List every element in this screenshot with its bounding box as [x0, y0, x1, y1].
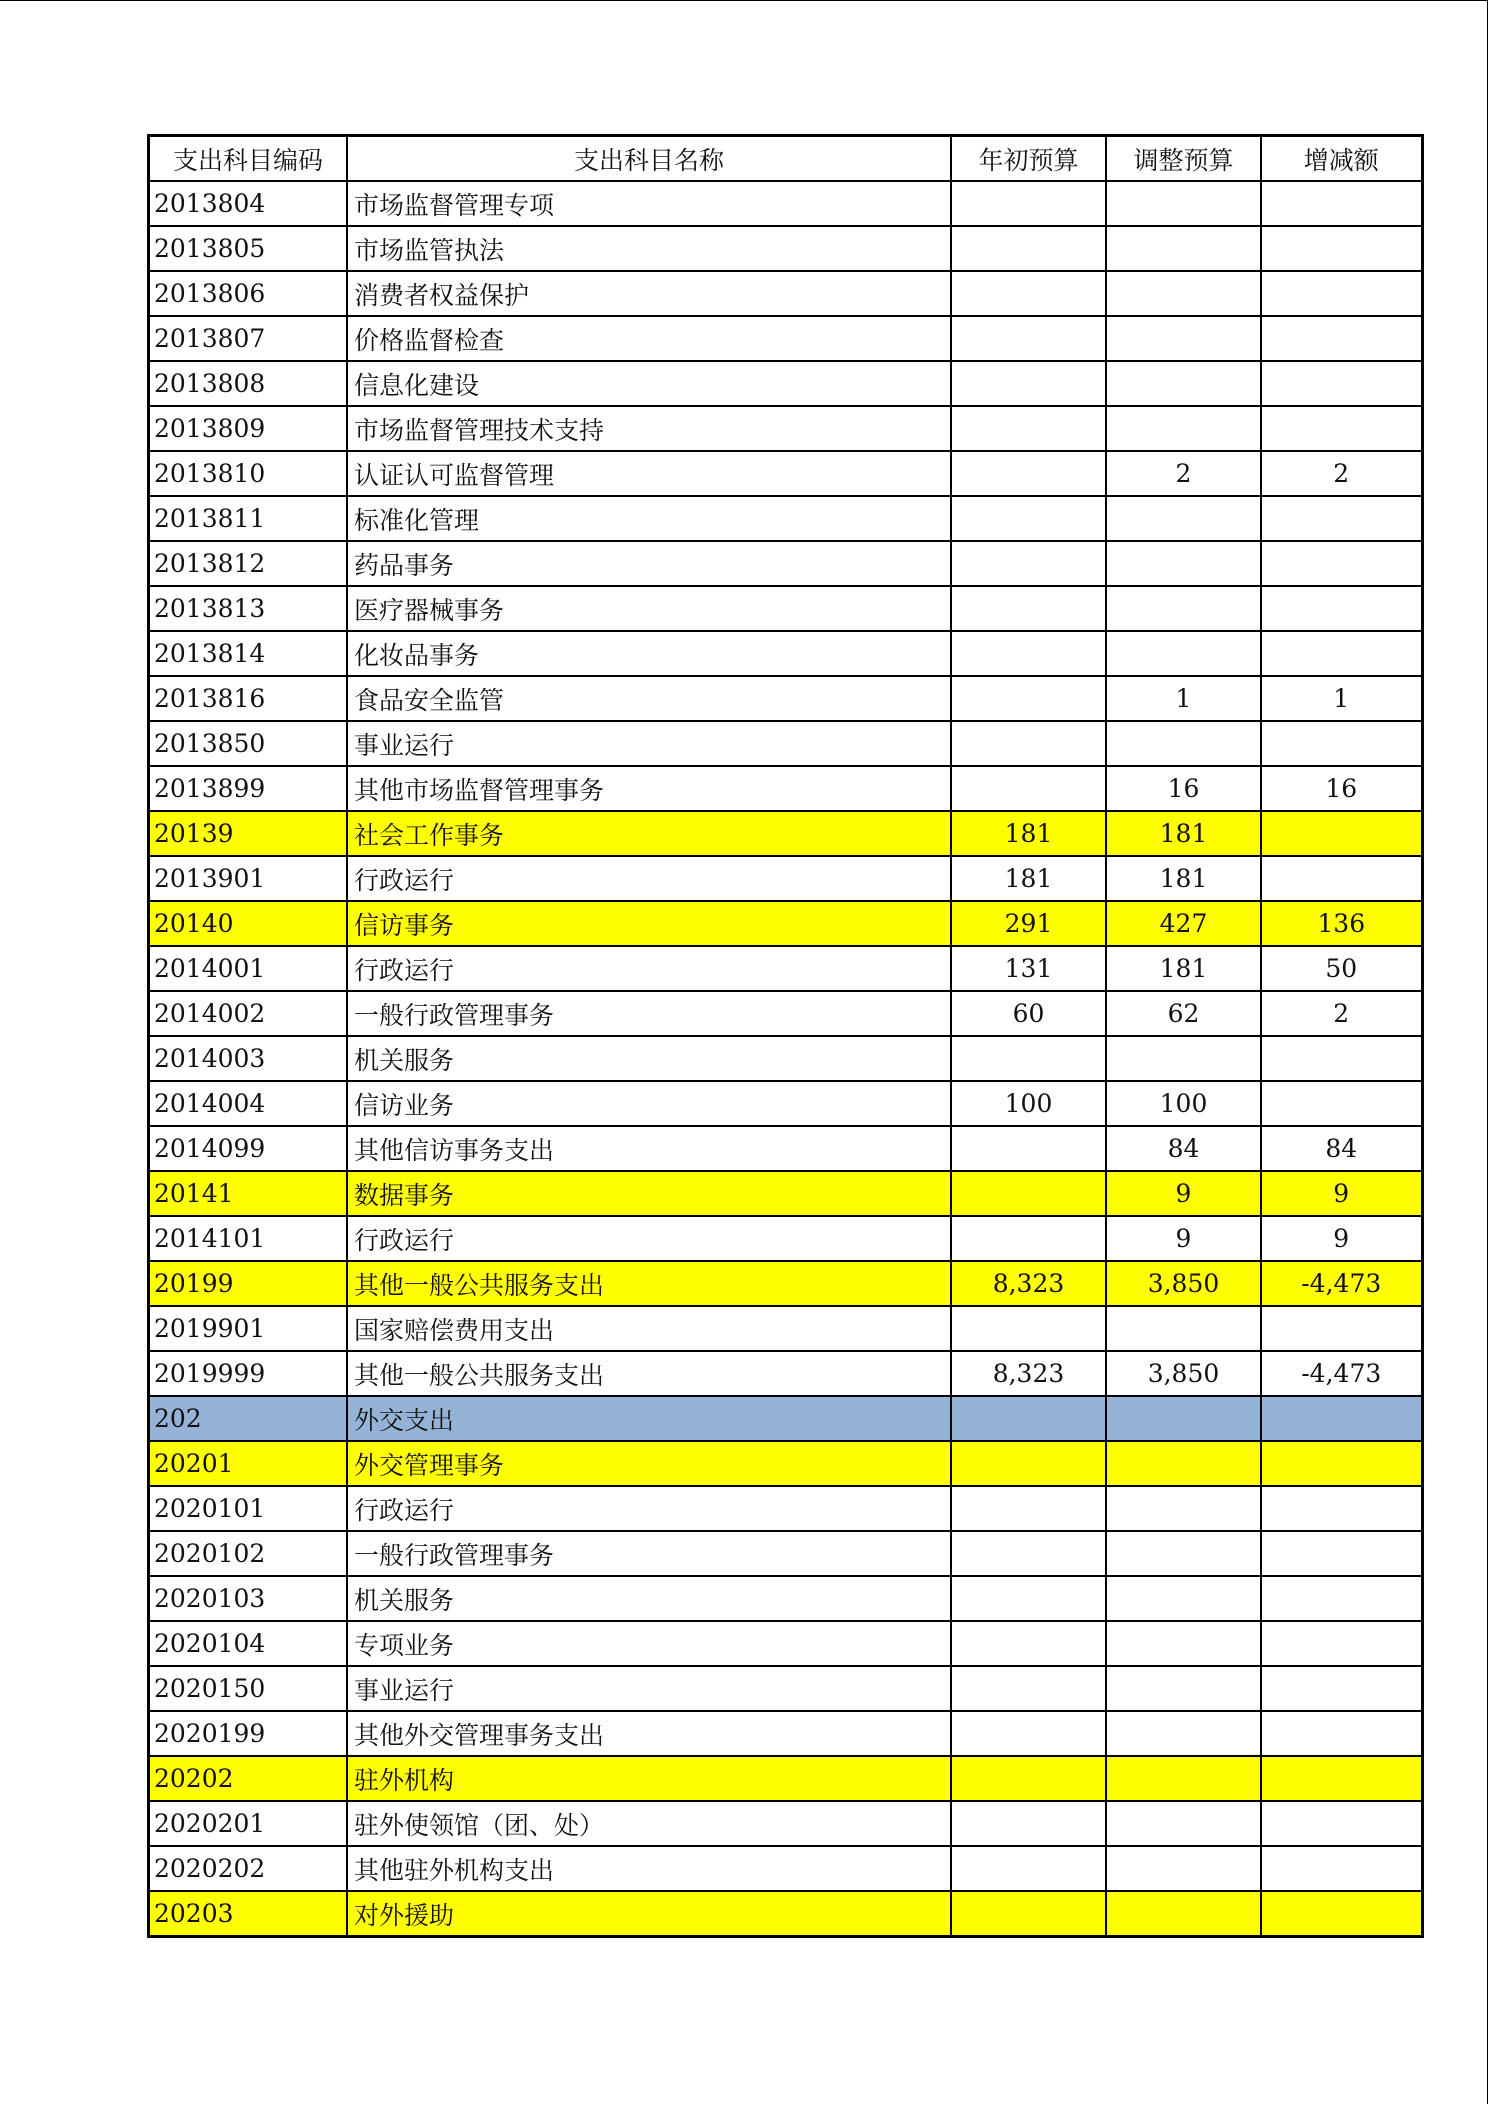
cell-name: 社会工作事务	[347, 811, 951, 856]
cell-initial-budget	[951, 361, 1106, 406]
table-row	[149, 1171, 1423, 1216]
cell-code: 2013807	[149, 316, 348, 361]
cell-code: 2013814	[149, 631, 348, 676]
cell-adjusted-budget	[1106, 586, 1261, 631]
table-row	[149, 1036, 1423, 1081]
cell-code: 20201	[149, 1441, 348, 1486]
cell-name: 价格监督检查	[347, 316, 951, 361]
cell-adjusted-budget: 2	[1106, 451, 1261, 496]
table-row	[149, 1486, 1423, 1531]
cell-delta: 2	[1261, 991, 1422, 1036]
cell-code: 20202	[149, 1756, 348, 1801]
cell-delta	[1261, 226, 1422, 271]
cell-code: 2013806	[149, 271, 348, 316]
cell-name: 一般行政管理事务	[347, 1531, 951, 1576]
cell-delta	[1261, 1036, 1422, 1081]
table-row	[149, 766, 1423, 811]
cell-delta	[1261, 1666, 1422, 1711]
cell-code: 2014004	[149, 1081, 348, 1126]
table-row	[149, 1711, 1423, 1756]
cell-delta	[1261, 1441, 1422, 1486]
cell-name: 其他一般公共服务支出	[347, 1261, 951, 1306]
cell-initial-budget: 131	[951, 946, 1106, 991]
cell-delta: 2	[1261, 451, 1422, 496]
cell-delta	[1261, 1756, 1422, 1801]
cell-name: 化妆品事务	[347, 631, 951, 676]
cell-code: 20139	[149, 811, 348, 856]
cell-adjusted-budget	[1106, 1756, 1261, 1801]
cell-adjusted-budget	[1106, 1396, 1261, 1441]
table-row	[149, 181, 1423, 226]
cell-adjusted-budget: 84	[1106, 1126, 1261, 1171]
cell-name: 事业运行	[347, 1666, 951, 1711]
cell-initial-budget	[951, 1216, 1106, 1261]
cell-adjusted-budget	[1106, 1486, 1261, 1531]
cell-delta	[1261, 586, 1422, 631]
cell-delta	[1261, 1621, 1422, 1666]
cell-initial-budget: 291	[951, 901, 1106, 946]
header-row	[149, 136, 1423, 182]
header-code: 支出科目编码	[149, 136, 348, 182]
cell-code: 2020104	[149, 1621, 348, 1666]
cell-name: 驻外机构	[347, 1756, 951, 1801]
cell-initial-budget	[951, 1486, 1106, 1531]
cell-name: 食品安全监管	[347, 676, 951, 721]
cell-initial-budget: 100	[951, 1081, 1106, 1126]
cell-initial-budget	[951, 1846, 1106, 1891]
cell-initial-budget	[951, 541, 1106, 586]
cell-adjusted-budget	[1106, 631, 1261, 676]
cell-adjusted-budget	[1106, 541, 1261, 586]
cell-delta	[1261, 721, 1422, 766]
cell-code: 20199	[149, 1261, 348, 1306]
cell-name: 对外援助	[347, 1891, 951, 1937]
cell-initial-budget	[951, 1711, 1106, 1756]
cell-code: 2013816	[149, 676, 348, 721]
cell-name: 驻外使领馆（团、处）	[347, 1801, 951, 1846]
cell-adjusted-budget	[1106, 1531, 1261, 1576]
cell-delta	[1261, 1486, 1422, 1531]
cell-adjusted-budget: 181	[1106, 811, 1261, 856]
cell-adjusted-budget: 3,850	[1106, 1351, 1261, 1396]
cell-initial-budget	[951, 676, 1106, 721]
table-row	[149, 721, 1423, 766]
cell-initial-budget	[951, 406, 1106, 451]
cell-initial-budget	[951, 586, 1106, 631]
cell-delta	[1261, 181, 1422, 226]
cell-code: 2020201	[149, 1801, 348, 1846]
cell-code: 20140	[149, 901, 348, 946]
cell-name: 市场监督管理技术支持	[347, 406, 951, 451]
cell-adjusted-budget	[1106, 226, 1261, 271]
cell-adjusted-budget: 62	[1106, 991, 1261, 1036]
cell-initial-budget	[951, 1306, 1106, 1351]
table-row	[149, 271, 1423, 316]
table-row	[149, 1396, 1423, 1441]
table-row	[149, 1891, 1423, 1937]
cell-initial-budget	[951, 1036, 1106, 1081]
header-name: 支出科目名称	[347, 136, 951, 182]
table-row	[149, 631, 1423, 676]
table-row	[149, 586, 1423, 631]
header-adjusted-budget: 调整预算	[1106, 136, 1261, 182]
cell-adjusted-budget	[1106, 1891, 1261, 1937]
table-row	[149, 1756, 1423, 1801]
cell-initial-budget	[951, 1621, 1106, 1666]
table-row	[149, 1801, 1423, 1846]
table-row	[149, 1846, 1423, 1891]
table-row	[149, 226, 1423, 271]
cell-code: 2013813	[149, 586, 348, 631]
cell-name: 事业运行	[347, 721, 951, 766]
cell-initial-budget	[951, 1801, 1106, 1846]
cell-delta: -4,473	[1261, 1351, 1422, 1396]
cell-initial-budget	[951, 181, 1106, 226]
cell-code: 2014099	[149, 1126, 348, 1171]
cell-initial-budget: 8,323	[951, 1351, 1106, 1396]
cell-adjusted-budget	[1106, 1711, 1261, 1756]
cell-initial-budget	[951, 316, 1106, 361]
table-row	[149, 946, 1423, 991]
cell-adjusted-budget: 1	[1106, 676, 1261, 721]
cell-name: 专项业务	[347, 1621, 951, 1666]
cell-adjusted-budget	[1106, 721, 1261, 766]
cell-name: 其他市场监督管理事务	[347, 766, 951, 811]
cell-name: 认证认可监督管理	[347, 451, 951, 496]
cell-initial-budget	[951, 1171, 1106, 1216]
cell-initial-budget: 181	[951, 811, 1106, 856]
cell-name: 市场监管执法	[347, 226, 951, 271]
cell-name: 数据事务	[347, 1171, 951, 1216]
table-row	[149, 901, 1423, 946]
cell-name: 行政运行	[347, 856, 951, 901]
page-top-edge	[0, 0, 1488, 1]
cell-delta	[1261, 1396, 1422, 1441]
cell-delta	[1261, 361, 1422, 406]
cell-code: 2014002	[149, 991, 348, 1036]
cell-delta	[1261, 631, 1422, 676]
cell-code: 2013812	[149, 541, 348, 586]
cell-code: 2013808	[149, 361, 348, 406]
table-row	[149, 676, 1423, 721]
cell-code: 2013899	[149, 766, 348, 811]
cell-code: 2014001	[149, 946, 348, 991]
cell-delta	[1261, 1846, 1422, 1891]
table-row	[149, 1081, 1423, 1126]
cell-code: 2019999	[149, 1351, 348, 1396]
table-row	[149, 1621, 1423, 1666]
cell-initial-budget	[951, 496, 1106, 541]
cell-delta	[1261, 1531, 1422, 1576]
cell-initial-budget	[951, 1126, 1106, 1171]
cell-adjusted-budget: 3,850	[1106, 1261, 1261, 1306]
table-row	[149, 496, 1423, 541]
table-row	[149, 406, 1423, 451]
cell-code: 2020102	[149, 1531, 348, 1576]
cell-delta	[1261, 316, 1422, 361]
cell-delta: 16	[1261, 766, 1422, 811]
cell-adjusted-budget	[1106, 496, 1261, 541]
cell-code: 2020199	[149, 1711, 348, 1756]
table-row	[149, 811, 1423, 856]
cell-adjusted-budget	[1106, 1306, 1261, 1351]
cell-code: 2020101	[149, 1486, 348, 1531]
cell-delta: 1	[1261, 676, 1422, 721]
cell-initial-budget	[951, 631, 1106, 676]
table-row	[149, 856, 1423, 901]
cell-adjusted-budget	[1106, 1576, 1261, 1621]
table-row	[149, 1216, 1423, 1261]
cell-name: 一般行政管理事务	[347, 991, 951, 1036]
cell-initial-budget	[951, 1396, 1106, 1441]
cell-code: 2013901	[149, 856, 348, 901]
cell-adjusted-budget: 427	[1106, 901, 1261, 946]
cell-adjusted-budget	[1106, 406, 1261, 451]
cell-delta	[1261, 1081, 1422, 1126]
cell-code: 2013850	[149, 721, 348, 766]
cell-code: 2014003	[149, 1036, 348, 1081]
cell-name: 行政运行	[347, 1216, 951, 1261]
budget-table	[147, 134, 1424, 1938]
cell-delta: -4,473	[1261, 1261, 1422, 1306]
cell-name: 信息化建设	[347, 361, 951, 406]
cell-initial-budget	[951, 1441, 1106, 1486]
cell-delta	[1261, 1801, 1422, 1846]
table-row	[149, 541, 1423, 586]
cell-initial-budget	[951, 1891, 1106, 1937]
cell-code: 20141	[149, 1171, 348, 1216]
cell-initial-budget	[951, 1576, 1106, 1621]
cell-delta: 9	[1261, 1216, 1422, 1261]
header-initial-budget: 年初预算	[951, 136, 1106, 182]
cell-code: 2013810	[149, 451, 348, 496]
cell-name: 其他外交管理事务支出	[347, 1711, 951, 1756]
cell-adjusted-budget	[1106, 316, 1261, 361]
cell-code: 2014101	[149, 1216, 348, 1261]
cell-adjusted-budget: 16	[1106, 766, 1261, 811]
cell-name: 外交管理事务	[347, 1441, 951, 1486]
table-row	[149, 1351, 1423, 1396]
cell-initial-budget	[951, 271, 1106, 316]
cell-delta	[1261, 406, 1422, 451]
cell-initial-budget	[951, 721, 1106, 766]
cell-code: 202	[149, 1396, 348, 1441]
cell-name: 市场监督管理专项	[347, 181, 951, 226]
table-row	[149, 1666, 1423, 1711]
cell-adjusted-budget: 9	[1106, 1171, 1261, 1216]
cell-name: 药品事务	[347, 541, 951, 586]
cell-code: 2013811	[149, 496, 348, 541]
cell-adjusted-budget: 181	[1106, 856, 1261, 901]
table-row	[149, 1126, 1423, 1171]
cell-initial-budget	[951, 1756, 1106, 1801]
cell-code: 2020103	[149, 1576, 348, 1621]
cell-adjusted-budget	[1106, 1666, 1261, 1711]
cell-delta: 50	[1261, 946, 1422, 991]
cell-code: 2019901	[149, 1306, 348, 1351]
cell-code: 2013805	[149, 226, 348, 271]
table-row	[149, 1531, 1423, 1576]
cell-initial-budget	[951, 1666, 1106, 1711]
cell-name: 其他驻外机构支出	[347, 1846, 951, 1891]
cell-adjusted-budget	[1106, 1846, 1261, 1891]
header-delta: 增减额	[1261, 136, 1422, 182]
table-row	[149, 1576, 1423, 1621]
cell-delta	[1261, 1891, 1422, 1937]
cell-adjusted-budget: 9	[1106, 1216, 1261, 1261]
table-row	[149, 1306, 1423, 1351]
cell-initial-budget: 181	[951, 856, 1106, 901]
cell-initial-budget	[951, 451, 1106, 496]
cell-delta: 136	[1261, 901, 1422, 946]
cell-delta	[1261, 541, 1422, 586]
cell-code: 2020150	[149, 1666, 348, 1711]
table-row	[149, 316, 1423, 361]
cell-initial-budget: 8,323	[951, 1261, 1106, 1306]
cell-name: 行政运行	[347, 1486, 951, 1531]
cell-delta	[1261, 496, 1422, 541]
cell-name: 医疗器械事务	[347, 586, 951, 631]
cell-name: 其他信访事务支出	[347, 1126, 951, 1171]
cell-delta	[1261, 1576, 1422, 1621]
cell-delta: 9	[1261, 1171, 1422, 1216]
cell-adjusted-budget	[1106, 361, 1261, 406]
cell-initial-budget	[951, 226, 1106, 271]
cell-code: 2013804	[149, 181, 348, 226]
cell-adjusted-budget	[1106, 1801, 1261, 1846]
table-row	[149, 991, 1423, 1036]
cell-initial-budget	[951, 766, 1106, 811]
table-row	[149, 1441, 1423, 1486]
cell-name: 信访业务	[347, 1081, 951, 1126]
cell-adjusted-budget: 100	[1106, 1081, 1261, 1126]
cell-code: 2013809	[149, 406, 348, 451]
cell-initial-budget: 60	[951, 991, 1106, 1036]
cell-code: 2020202	[149, 1846, 348, 1891]
cell-delta	[1261, 271, 1422, 316]
cell-name: 机关服务	[347, 1036, 951, 1081]
cell-name: 消费者权益保护	[347, 271, 951, 316]
cell-name: 外交支出	[347, 1396, 951, 1441]
cell-code: 20203	[149, 1891, 348, 1937]
table-row	[149, 1261, 1423, 1306]
cell-name: 机关服务	[347, 1576, 951, 1621]
cell-initial-budget	[951, 1531, 1106, 1576]
cell-adjusted-budget	[1106, 1441, 1261, 1486]
cell-delta	[1261, 1711, 1422, 1756]
table-row	[149, 451, 1423, 496]
cell-name: 国家赔偿费用支出	[347, 1306, 951, 1351]
cell-adjusted-budget	[1106, 1036, 1261, 1081]
cell-name: 标准化管理	[347, 496, 951, 541]
cell-delta	[1261, 1306, 1422, 1351]
cell-adjusted-budget	[1106, 271, 1261, 316]
table-row	[149, 361, 1423, 406]
cell-adjusted-budget: 181	[1106, 946, 1261, 991]
cell-delta: 84	[1261, 1126, 1422, 1171]
cell-adjusted-budget	[1106, 1621, 1261, 1666]
cell-adjusted-budget	[1106, 181, 1261, 226]
cell-delta	[1261, 811, 1422, 856]
cell-delta	[1261, 856, 1422, 901]
cell-name: 行政运行	[347, 946, 951, 991]
cell-name: 其他一般公共服务支出	[347, 1351, 951, 1396]
table-body	[149, 181, 1423, 1937]
cell-name: 信访事务	[347, 901, 951, 946]
